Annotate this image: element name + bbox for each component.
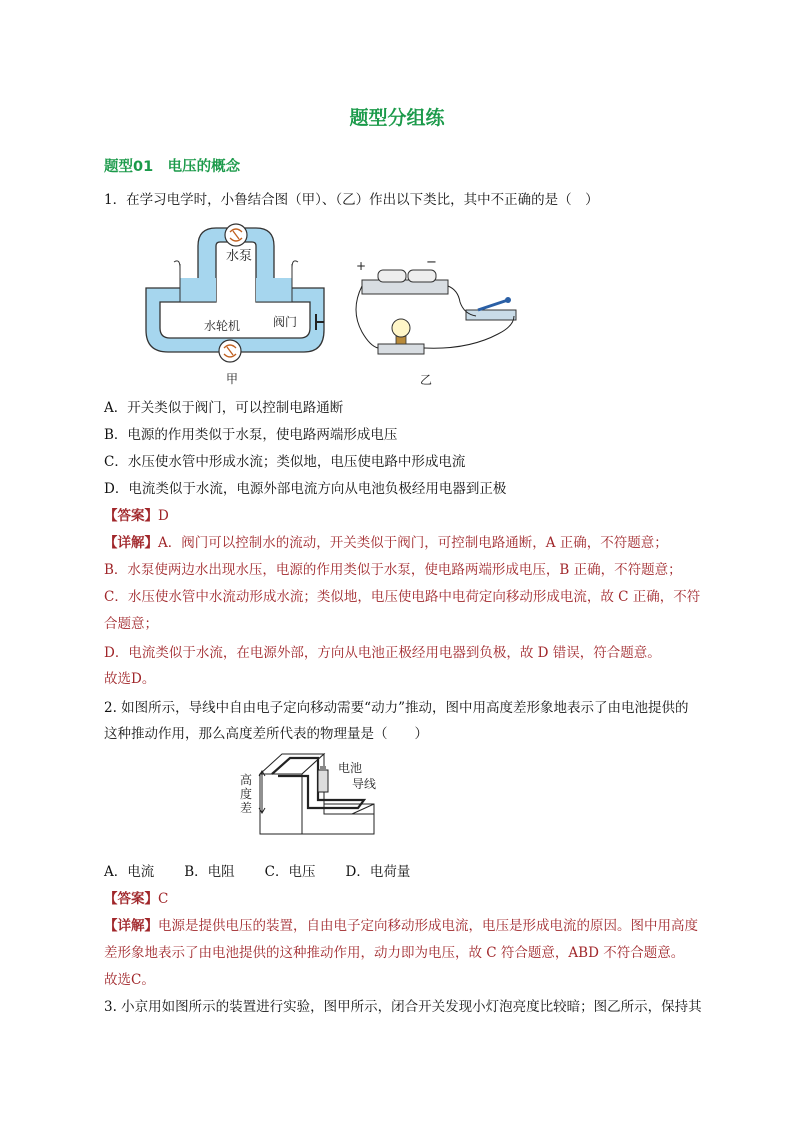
section-heading: 题型01 电压的概念 xyxy=(104,159,241,175)
q2-answer xyxy=(104,889,168,909)
detail-tag: 【详解】 xyxy=(104,918,158,934)
valve-label: 阀门 xyxy=(273,315,298,329)
q2-options xyxy=(104,862,410,882)
q1-option-d: D．电流类似于水流，电源外部电流方向从电池负极经用电器到正极 xyxy=(104,481,507,497)
water-circuit-figure xyxy=(138,218,338,390)
q2-detail-line-2: 差形象地表示了由电池提供的这种推动作用，动力即为电压，故 C 符合题意，ABD 不符合题意。 xyxy=(104,945,685,961)
figure-yi-label: 乙 xyxy=(420,373,433,387)
battery-label: 电池 xyxy=(338,761,363,775)
q2-conclusion: 故选C。 xyxy=(104,972,155,988)
q1-option-b: B．电源的作用类似于水泵，使电路两端形成电压 xyxy=(104,427,398,443)
electric-circuit-figure xyxy=(348,250,528,388)
answer-value: C xyxy=(158,891,169,907)
height-difference-figure xyxy=(238,752,388,840)
height-char-2: 度 xyxy=(240,787,253,801)
page-title: 题型分组练 xyxy=(349,107,445,129)
q2-option-a: A．电流 xyxy=(104,864,155,880)
detail-text: A．阀门可以控制水的流动，开关类似于阀门，可控制电路通断，A 正确，不符题意； xyxy=(158,535,668,551)
turbine-label: 水轮机 xyxy=(204,319,241,333)
detail-text: 电源是提供电压的装置，自由电子定向移动形成电流，电压是形成电流的原因。图中用高度 xyxy=(158,918,698,934)
q3-stem: 3. 小京用如图所示的装置进行实验，图甲所示，闭合开关发现小灯泡亮度比较暗；图乙所示，保持其 xyxy=(104,999,702,1015)
plus-terminal-label: + xyxy=(356,259,367,273)
q1-answer xyxy=(104,506,169,526)
height-char-1: 高 xyxy=(240,773,253,787)
q1-conclusion: 故选D。 xyxy=(104,671,156,687)
q2-option-d: D．电荷量 xyxy=(345,864,411,880)
wire-label: 导线 xyxy=(352,777,377,791)
answer-value: D xyxy=(158,508,169,524)
q2-option-c: C．电压 xyxy=(264,864,316,880)
q2-stem-line-1: 2. 如图所示，导线中自由电子定向移动需要“动力”推动，图中用高度差形象地表示了由电池提供的 xyxy=(104,700,689,716)
q1-detail-line-1 xyxy=(104,533,668,553)
answer-tag: 【答案】 xyxy=(104,508,158,524)
q1-detail-line-5: D．电流类似于水流，在电源外部，方向从电池正极经用电器到负极，故 D 错误，符合题意。 xyxy=(104,645,661,661)
q1-detail-line-3: C．水压使水管中水流动形成水流；类似地，电压使电路中电荷定向移动形成电流，故 C 正确，不符 xyxy=(104,589,701,605)
q1-detail-line-4: 合题意； xyxy=(104,616,158,632)
pump-label: 水泵 xyxy=(226,249,253,264)
q2-option-b: B．电阻 xyxy=(184,864,235,880)
detail-tag: 【详解】 xyxy=(104,535,158,551)
answer-tag: 【答案】 xyxy=(104,891,158,907)
q1-option-c: C．水压使水管中形成水流；类似地，电压使电路中形成电流 xyxy=(104,454,466,470)
q1-option-a: A．开关类似于阀门，可以控制电路通断 xyxy=(104,400,344,416)
height-char-3: 差 xyxy=(240,801,253,815)
q1-stem: 1．在学习电学时，小鲁结合图（甲）、（乙）作出以下类比，其中不正确的是（ ） xyxy=(104,192,599,208)
q2-detail-line-1 xyxy=(104,916,698,936)
figure-jia-label: 甲 xyxy=(226,372,239,386)
q1-detail-line-2: B．水泵使两边水出现水压，电源的作用类似于水泵，使电路两端形成电压，B 正确，不符题意； xyxy=(104,562,682,578)
q2-stem-line-2: 这种推动作用，那么高度差所代表的物理量是（ ） xyxy=(104,726,428,742)
minus-terminal-label: − xyxy=(426,255,437,270)
